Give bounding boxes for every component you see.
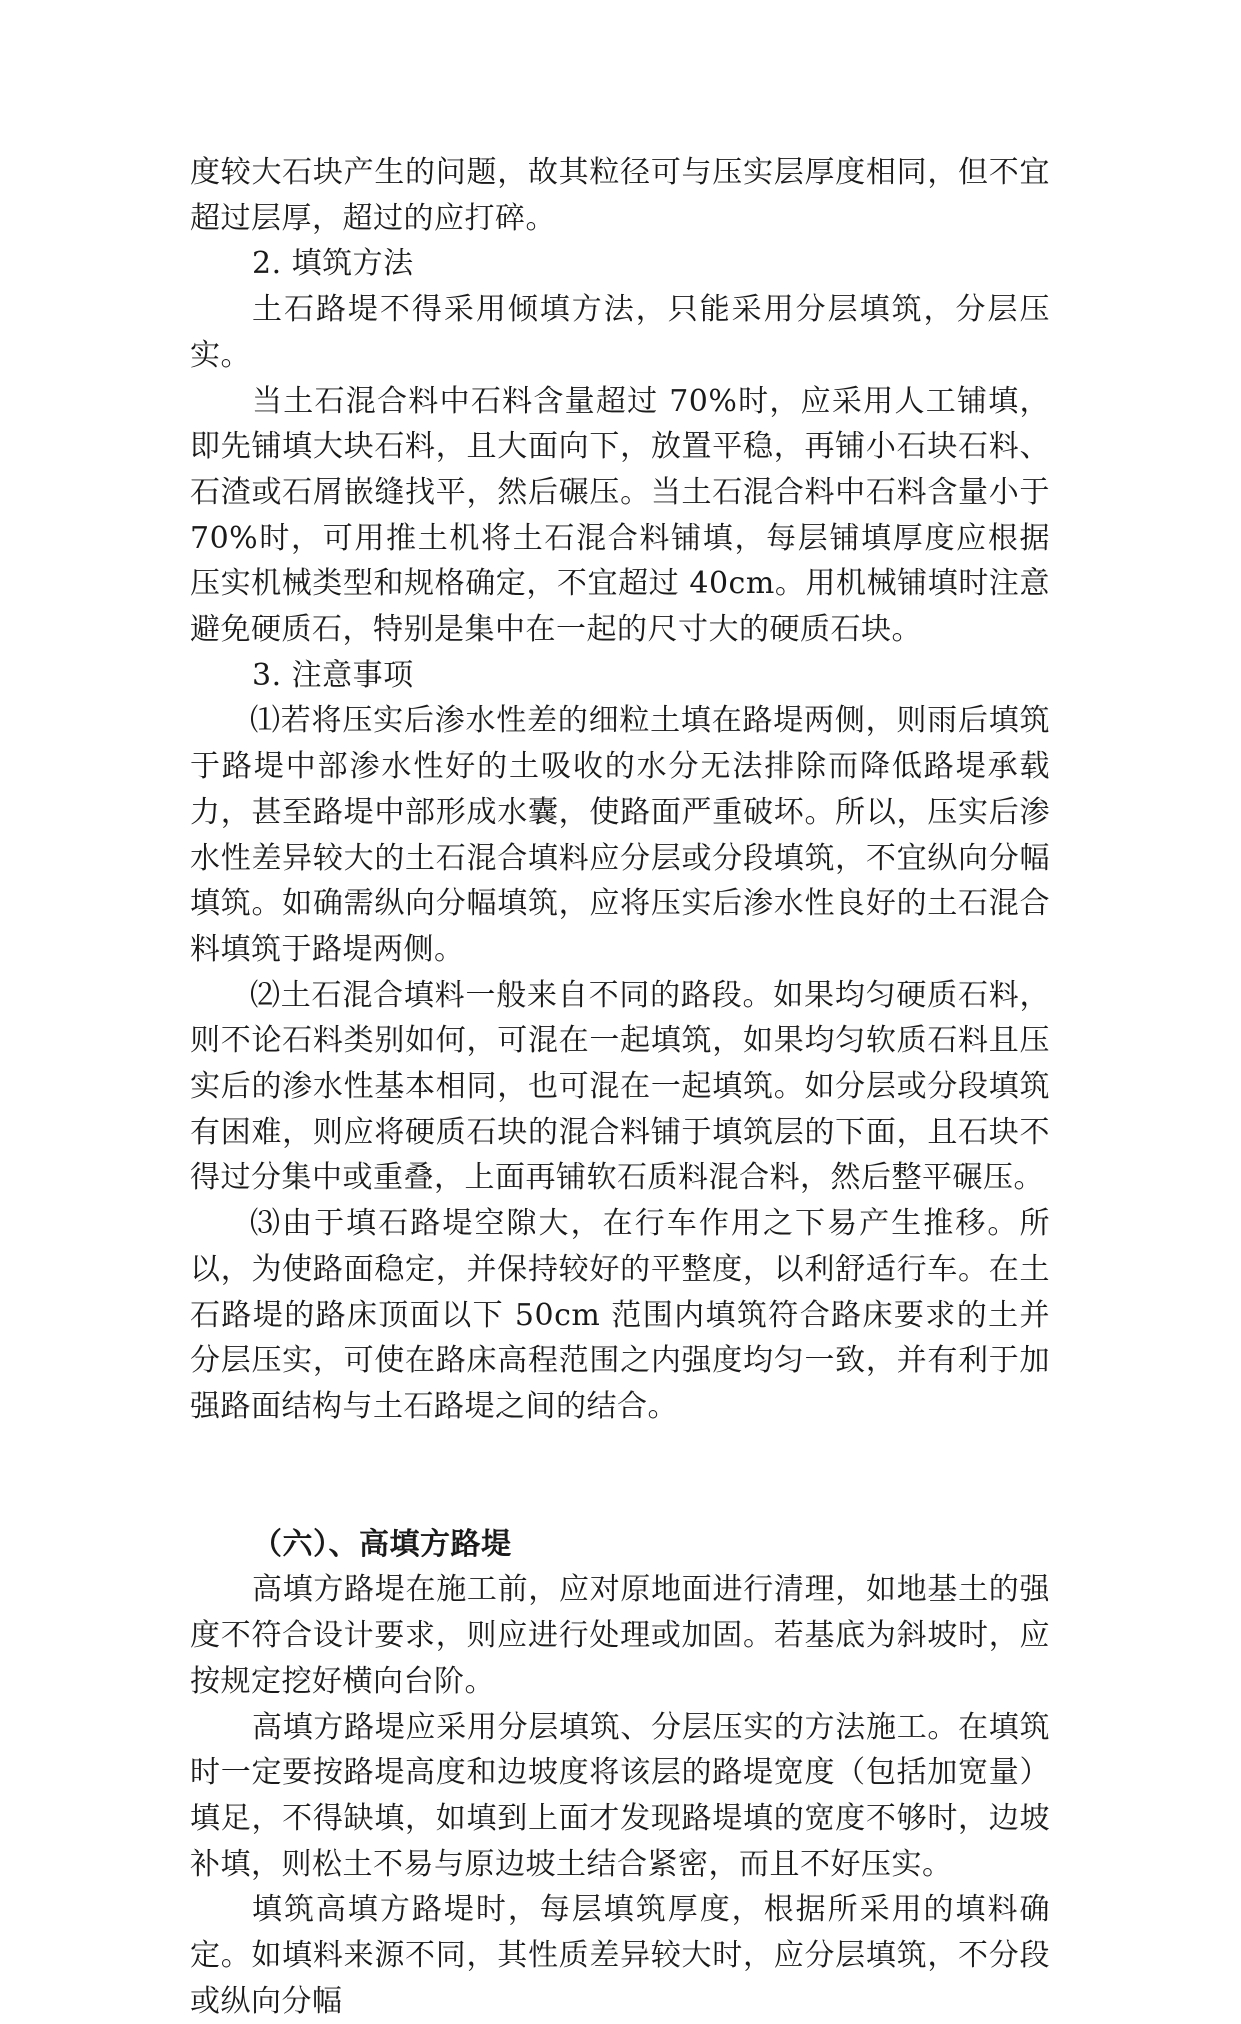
paragraph-no-dump-fill: 土石路堤不得采用倾填方法，只能采用分层填筑，分层压实。	[190, 292, 1050, 373]
subheading-notes: 3. 注意事项	[252, 657, 414, 693]
section-spacer	[190, 1430, 1050, 1522]
paragraph-note-3: ⑶由于填石路堤空隙大，在行车作用之下易产生推移。所以，为使路面稳定，并保持较好的平整度，以利舒适行车。在土石路堤的路床顶面以下 50cm 范围内填筑符合路床要求的土并分层压实，可使在路床高程范围之内强度均匀一致，并有利于加强路面结构与土石路堤之间的结合。	[190, 1206, 1050, 1424]
paragraph-high-fill-1: 高填方路堤在施工前，应对原地面进行清理，如地基土的强度不符合设计要求，则应进行处理或加固。若基底为斜坡时，应按规定挖好横向台阶。	[190, 1572, 1050, 1699]
paragraph-high-fill-3: 填筑高填方路堤时，每层填筑厚度，根据所采用的填料确定。如填料来源不同，其性质差异较大时，应分层填筑，不分段或纵向分幅	[190, 1892, 1050, 2019]
paragraph-stone-content: 当土石混合料中石料含量超过 70%时，应采用人工铺填，即先铺填大块石料，且大面向下，放置平稳，再铺小石块石料、石渣或石屑嵌缝找平，然后碾压。当土石混合料中石料含量小于 70%时，可用推土机将土石混合料铺填，每层铺填厚度应根据压实机械类型和规格确定，不宜超过 40cm。用机械铺填时注意避免硬质石，特别是集中在一起的尺寸大的硬质石块。	[190, 383, 1050, 648]
paragraph-note-1: ⑴若将压实后渗水性差的细粒土填在路堤两侧，则雨后填筑于路堤中部渗水性好的土吸收的水分无法排除而降低路堤承载力，甚至路堤中部形成水囊，使路面严重破坏。所以，压实后渗水性差异较大的土石混合填料应分层或分段填筑，不宜纵向分幅填筑。如确需纵向分幅填筑，应将压实后渗水性良好的土石混合料填筑于路堤两侧。	[190, 703, 1050, 967]
paragraph-high-fill-2: 高填方路堤应采用分层填筑、分层压实的方法施工。在填筑时一定要按路堤高度和边坡度将该层的路堤宽度（包括加宽量）填足，不得缺填，如填到上面才发现路堤填的宽度不够时，边坡补填，则松土不易与原边坡土结合紧密，而且不好压实。	[190, 1709, 1050, 1882]
subheading-fill-method: 2. 填筑方法	[252, 246, 414, 282]
paragraph-continued: 度较大石块产生的问题，故其粒径可与压实层厚度相同，但不宜超过层厚，超过的应打碎。	[190, 155, 1050, 236]
paragraph-note-2: ⑵土石混合填料一般来自不同的路段。如果均匀硬质石料，则不论石料类别如何，可混在一起填筑，如果均匀软质石料且压实后的渗水性基本相同，也可混在一起填筑。如分层或分段填筑有困难，则应将硬质石块的混合料铺于填筑层的下面，且石块不得过分集中或重叠，上面再铺软石质料混合料，然后整平碾压。	[190, 977, 1050, 1196]
section-heading: （六）、高填方路堤	[252, 1526, 512, 1562]
document-page	[190, 150, 1050, 2024]
